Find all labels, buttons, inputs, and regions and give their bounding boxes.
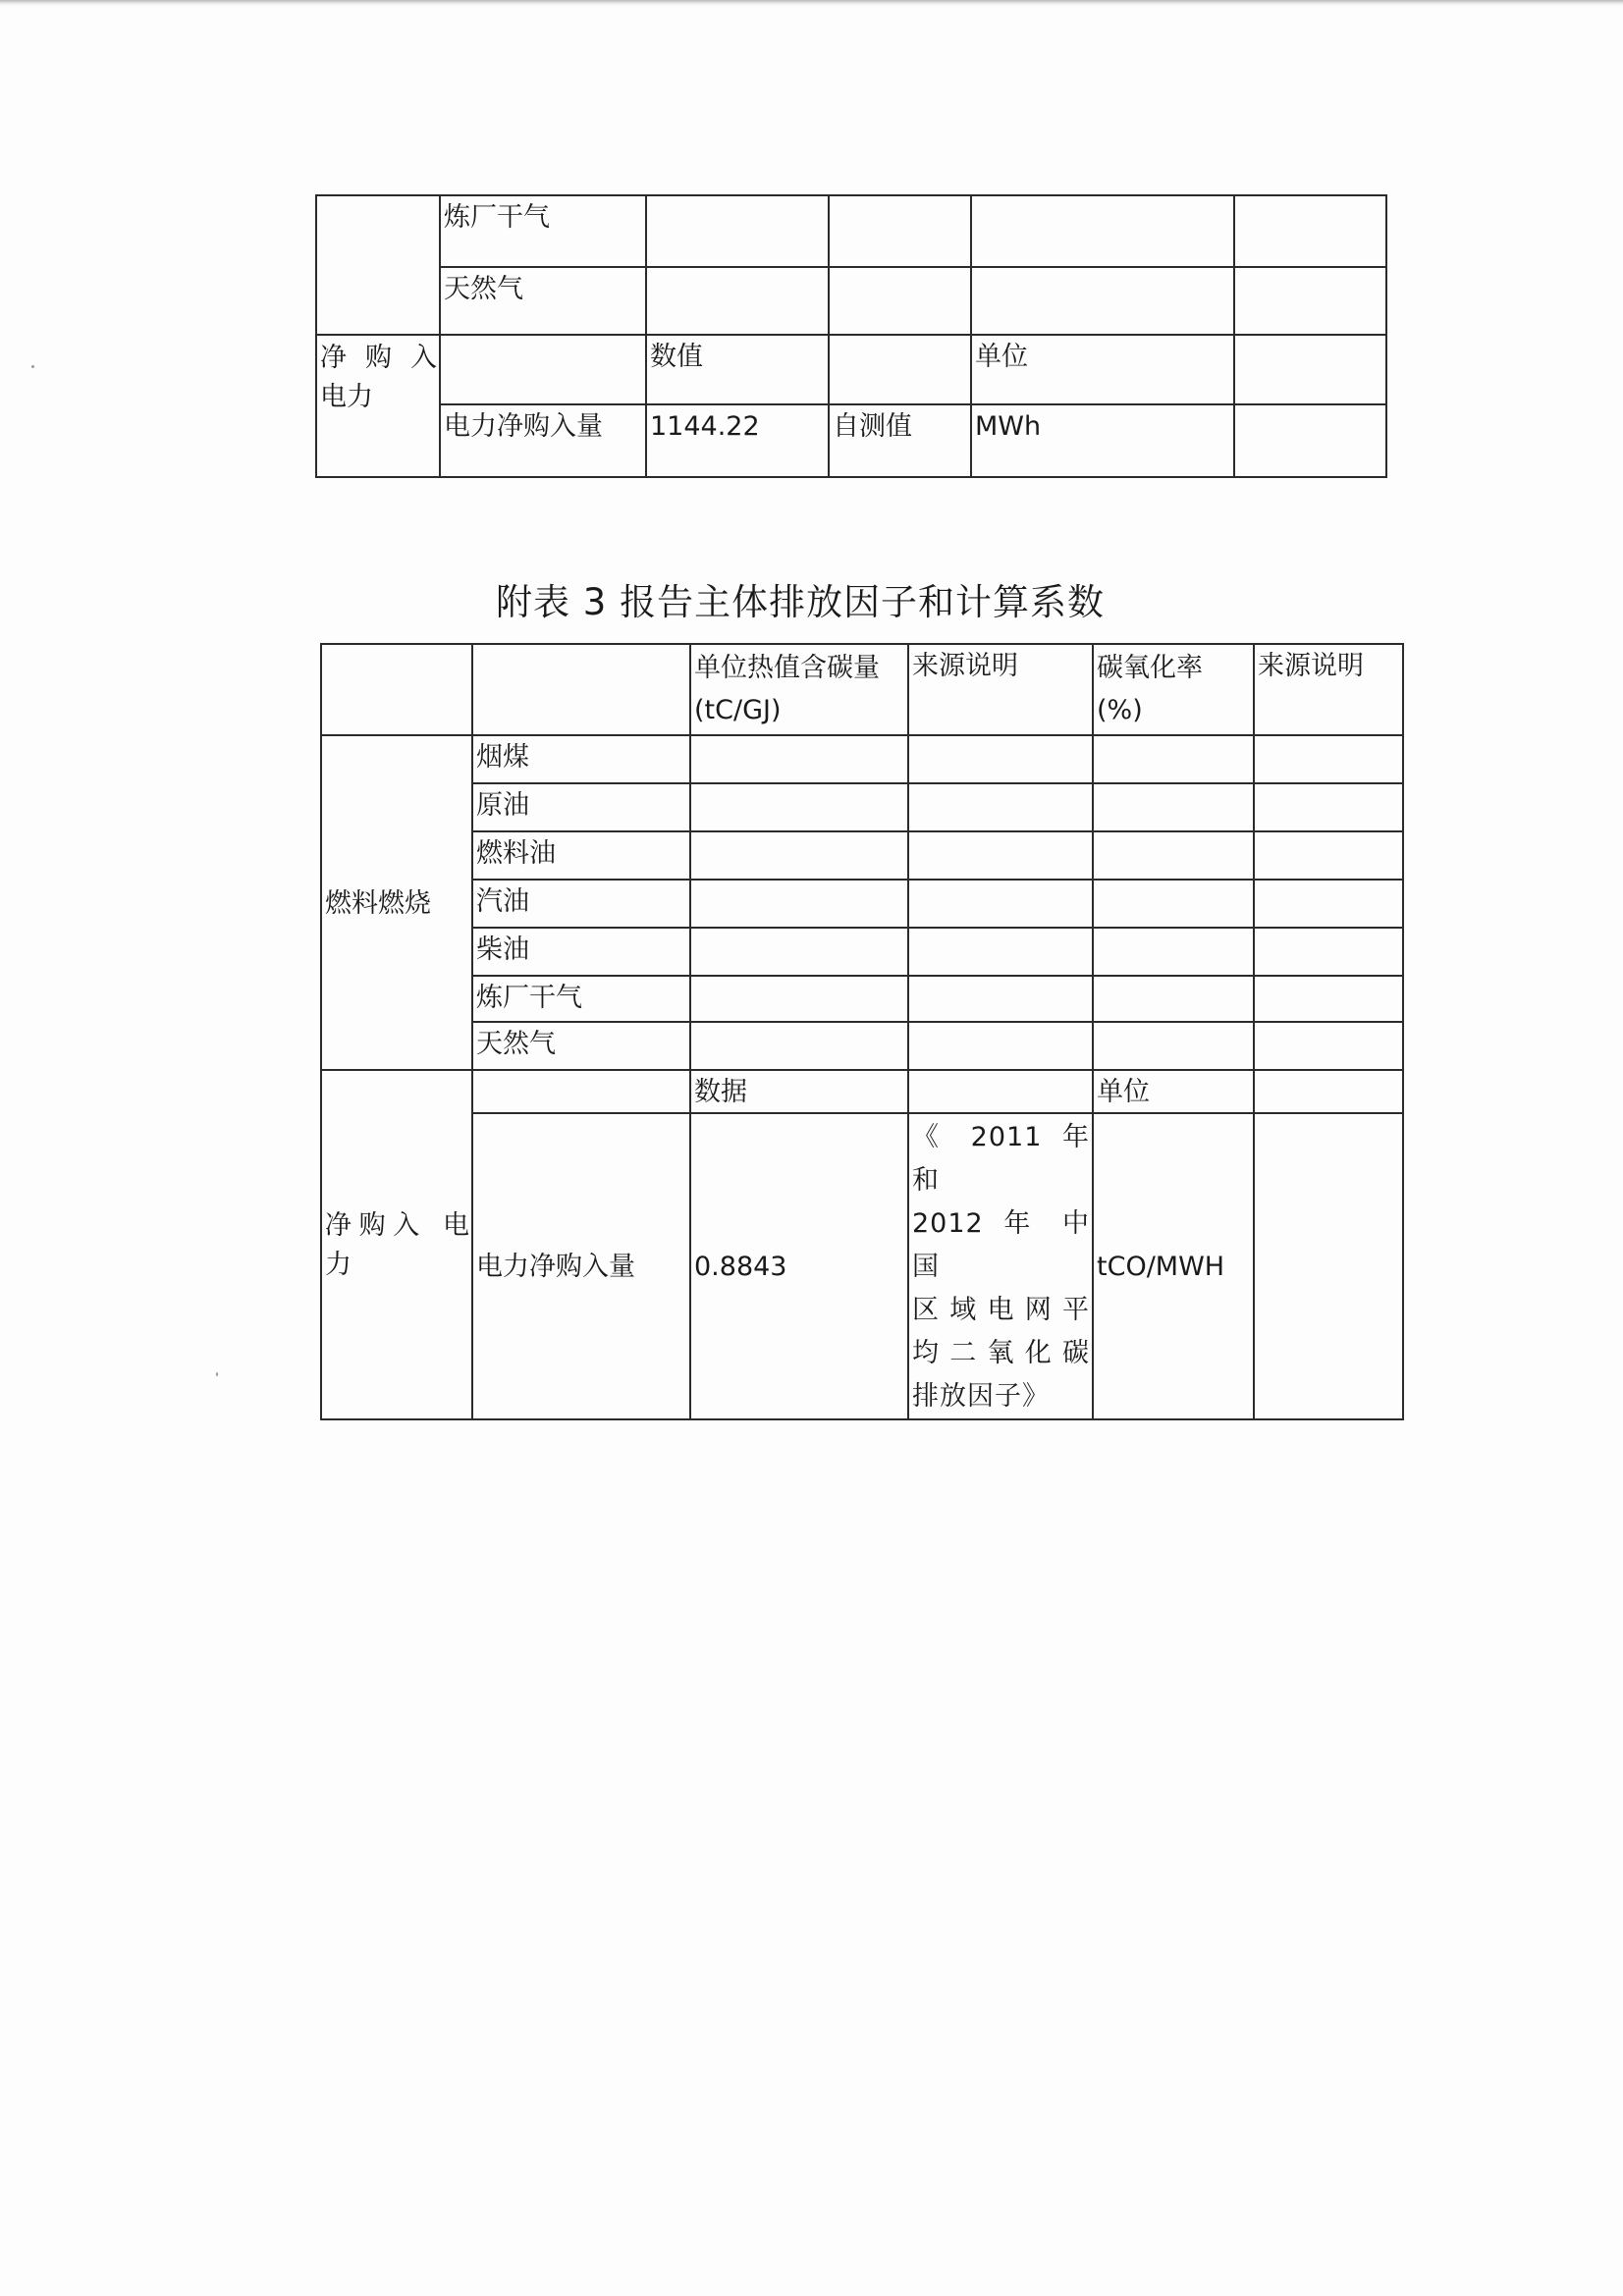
scan-top-edge	[0, 0, 1623, 6]
fuel-name-cell: 燃料油	[472, 831, 690, 880]
data-cell	[1254, 928, 1403, 976]
data-cell	[646, 195, 829, 267]
header-carbon-content-line2: (tC/GJ)	[694, 695, 782, 725]
source-line: 排放因子》	[912, 1381, 1050, 1412]
fuel-name-cell: 天然气	[472, 1022, 690, 1070]
source-line: 均 二 氧 化 碳	[912, 1338, 1090, 1368]
data-cell	[1254, 976, 1403, 1022]
source-cell: 自测值	[829, 404, 971, 477]
header-unit-cell: 单位	[1093, 1070, 1254, 1113]
fuel-name-cell: 原油	[472, 783, 690, 831]
emission-factor-table	[320, 643, 1404, 1420]
table-row	[321, 976, 1403, 1022]
activity-data-table-continued	[315, 194, 1387, 478]
empty-cell	[1234, 335, 1386, 404]
data-cell	[690, 783, 908, 831]
group-cell-net-electricity	[321, 1070, 472, 1419]
header-value-cell: 数值	[646, 335, 829, 404]
group-cell-fuel-combustion: 燃料燃烧	[321, 735, 472, 1070]
data-cell	[1234, 267, 1386, 335]
source-line: 2012 年 中 国	[912, 1208, 1090, 1282]
fuel-name-cell: 柴油	[472, 928, 690, 976]
data-cell	[829, 195, 971, 267]
data-cell	[1254, 831, 1403, 880]
table-row	[321, 783, 1403, 831]
empty-cell	[440, 335, 646, 404]
data-cell	[908, 831, 1093, 880]
header-row	[321, 644, 1403, 735]
data-cell	[690, 831, 908, 880]
data-cell	[1093, 976, 1254, 1022]
header-carbon-content-line1: 单位热值含碳量	[694, 653, 880, 683]
fuel-name-cell: 炼厂干气	[472, 976, 690, 1022]
data-cell	[1093, 928, 1254, 976]
empty-cell	[472, 1070, 690, 1113]
data-cell	[1234, 195, 1386, 267]
header-unit-cell: 单位	[971, 335, 1234, 404]
group-label-line: 净 购 入	[320, 343, 437, 373]
header-oxidation-rate-line1: 碳氧化率	[1097, 653, 1203, 683]
scan-speck	[31, 365, 34, 368]
data-cell	[1254, 1022, 1403, 1070]
header-carbon-content	[690, 644, 908, 735]
data-cell	[1254, 880, 1403, 928]
data-cell	[908, 735, 1093, 783]
data-cell	[908, 928, 1093, 976]
table-row	[316, 335, 1386, 404]
data-cell	[690, 1022, 908, 1070]
unit-cell: MWh	[971, 404, 1234, 477]
header-data-cell: 数据	[690, 1070, 908, 1113]
value-cell: 0.8843	[690, 1113, 908, 1419]
data-cell	[690, 880, 908, 928]
data-cell	[971, 267, 1234, 335]
data-cell	[829, 267, 971, 335]
value-cell: 1144.22	[646, 404, 829, 477]
source-line: 区 域 电 网 平	[912, 1295, 1090, 1325]
table-row	[316, 404, 1386, 477]
table-row	[321, 831, 1403, 880]
data-cell	[1234, 404, 1386, 477]
empty-header-cell	[472, 644, 690, 735]
data-cell	[908, 880, 1093, 928]
table-row	[321, 1070, 1403, 1113]
data-cell	[971, 195, 1234, 267]
data-cell	[1093, 1022, 1254, 1070]
empty-cell	[908, 1070, 1093, 1113]
group-cell-net-electricity	[316, 335, 440, 477]
table-row	[316, 267, 1386, 335]
source-cell	[908, 1113, 1093, 1419]
data-cell	[690, 928, 908, 976]
table-row	[321, 1113, 1403, 1419]
data-cell	[1093, 735, 1254, 783]
data-cell	[1254, 783, 1403, 831]
data-cell	[646, 267, 829, 335]
table-row	[321, 928, 1403, 976]
group-label-line: 净购入 电	[325, 1210, 469, 1241]
unit-cell: tCO/MWH	[1093, 1113, 1254, 1419]
header-source-2: 来源说明	[1254, 644, 1403, 735]
source-line: 《 2011 年 和	[912, 1122, 1090, 1196]
table-caption: 附表 3 报告主体排放因子和计算系数	[496, 581, 1106, 623]
data-cell	[1093, 831, 1254, 880]
data-cell	[1254, 1113, 1403, 1419]
fuel-name-cell: 烟煤	[472, 735, 690, 783]
data-cell	[1254, 735, 1403, 783]
empty-header-cell	[321, 644, 472, 735]
group-cell-fuel-continued	[316, 195, 440, 335]
table-row	[321, 880, 1403, 928]
data-cell	[1093, 783, 1254, 831]
fuel-name-cell: 天然气	[440, 267, 646, 335]
fuel-name-cell: 炼厂干气	[440, 195, 646, 267]
group-label-line: 力	[325, 1250, 352, 1280]
group-label-line: 电力	[320, 382, 373, 412]
table-row	[321, 735, 1403, 783]
fuel-name-cell: 汽油	[472, 880, 690, 928]
table-row	[316, 195, 1386, 267]
empty-cell	[1254, 1070, 1403, 1113]
header-source-1: 来源说明	[908, 644, 1093, 735]
data-cell	[908, 976, 1093, 1022]
empty-cell	[829, 335, 971, 404]
data-cell	[908, 783, 1093, 831]
data-cell	[908, 1022, 1093, 1070]
row-name-cell: 电力净购入量	[440, 404, 646, 477]
row-name-cell: 电力净购入量	[472, 1113, 690, 1419]
header-oxidation-rate-line2: (%)	[1097, 695, 1143, 725]
scan-speck	[216, 1372, 218, 1376]
data-cell	[1093, 880, 1254, 928]
data-cell	[690, 976, 908, 1022]
header-oxidation-rate	[1093, 644, 1254, 735]
table-row	[321, 1022, 1403, 1070]
data-cell	[690, 735, 908, 783]
